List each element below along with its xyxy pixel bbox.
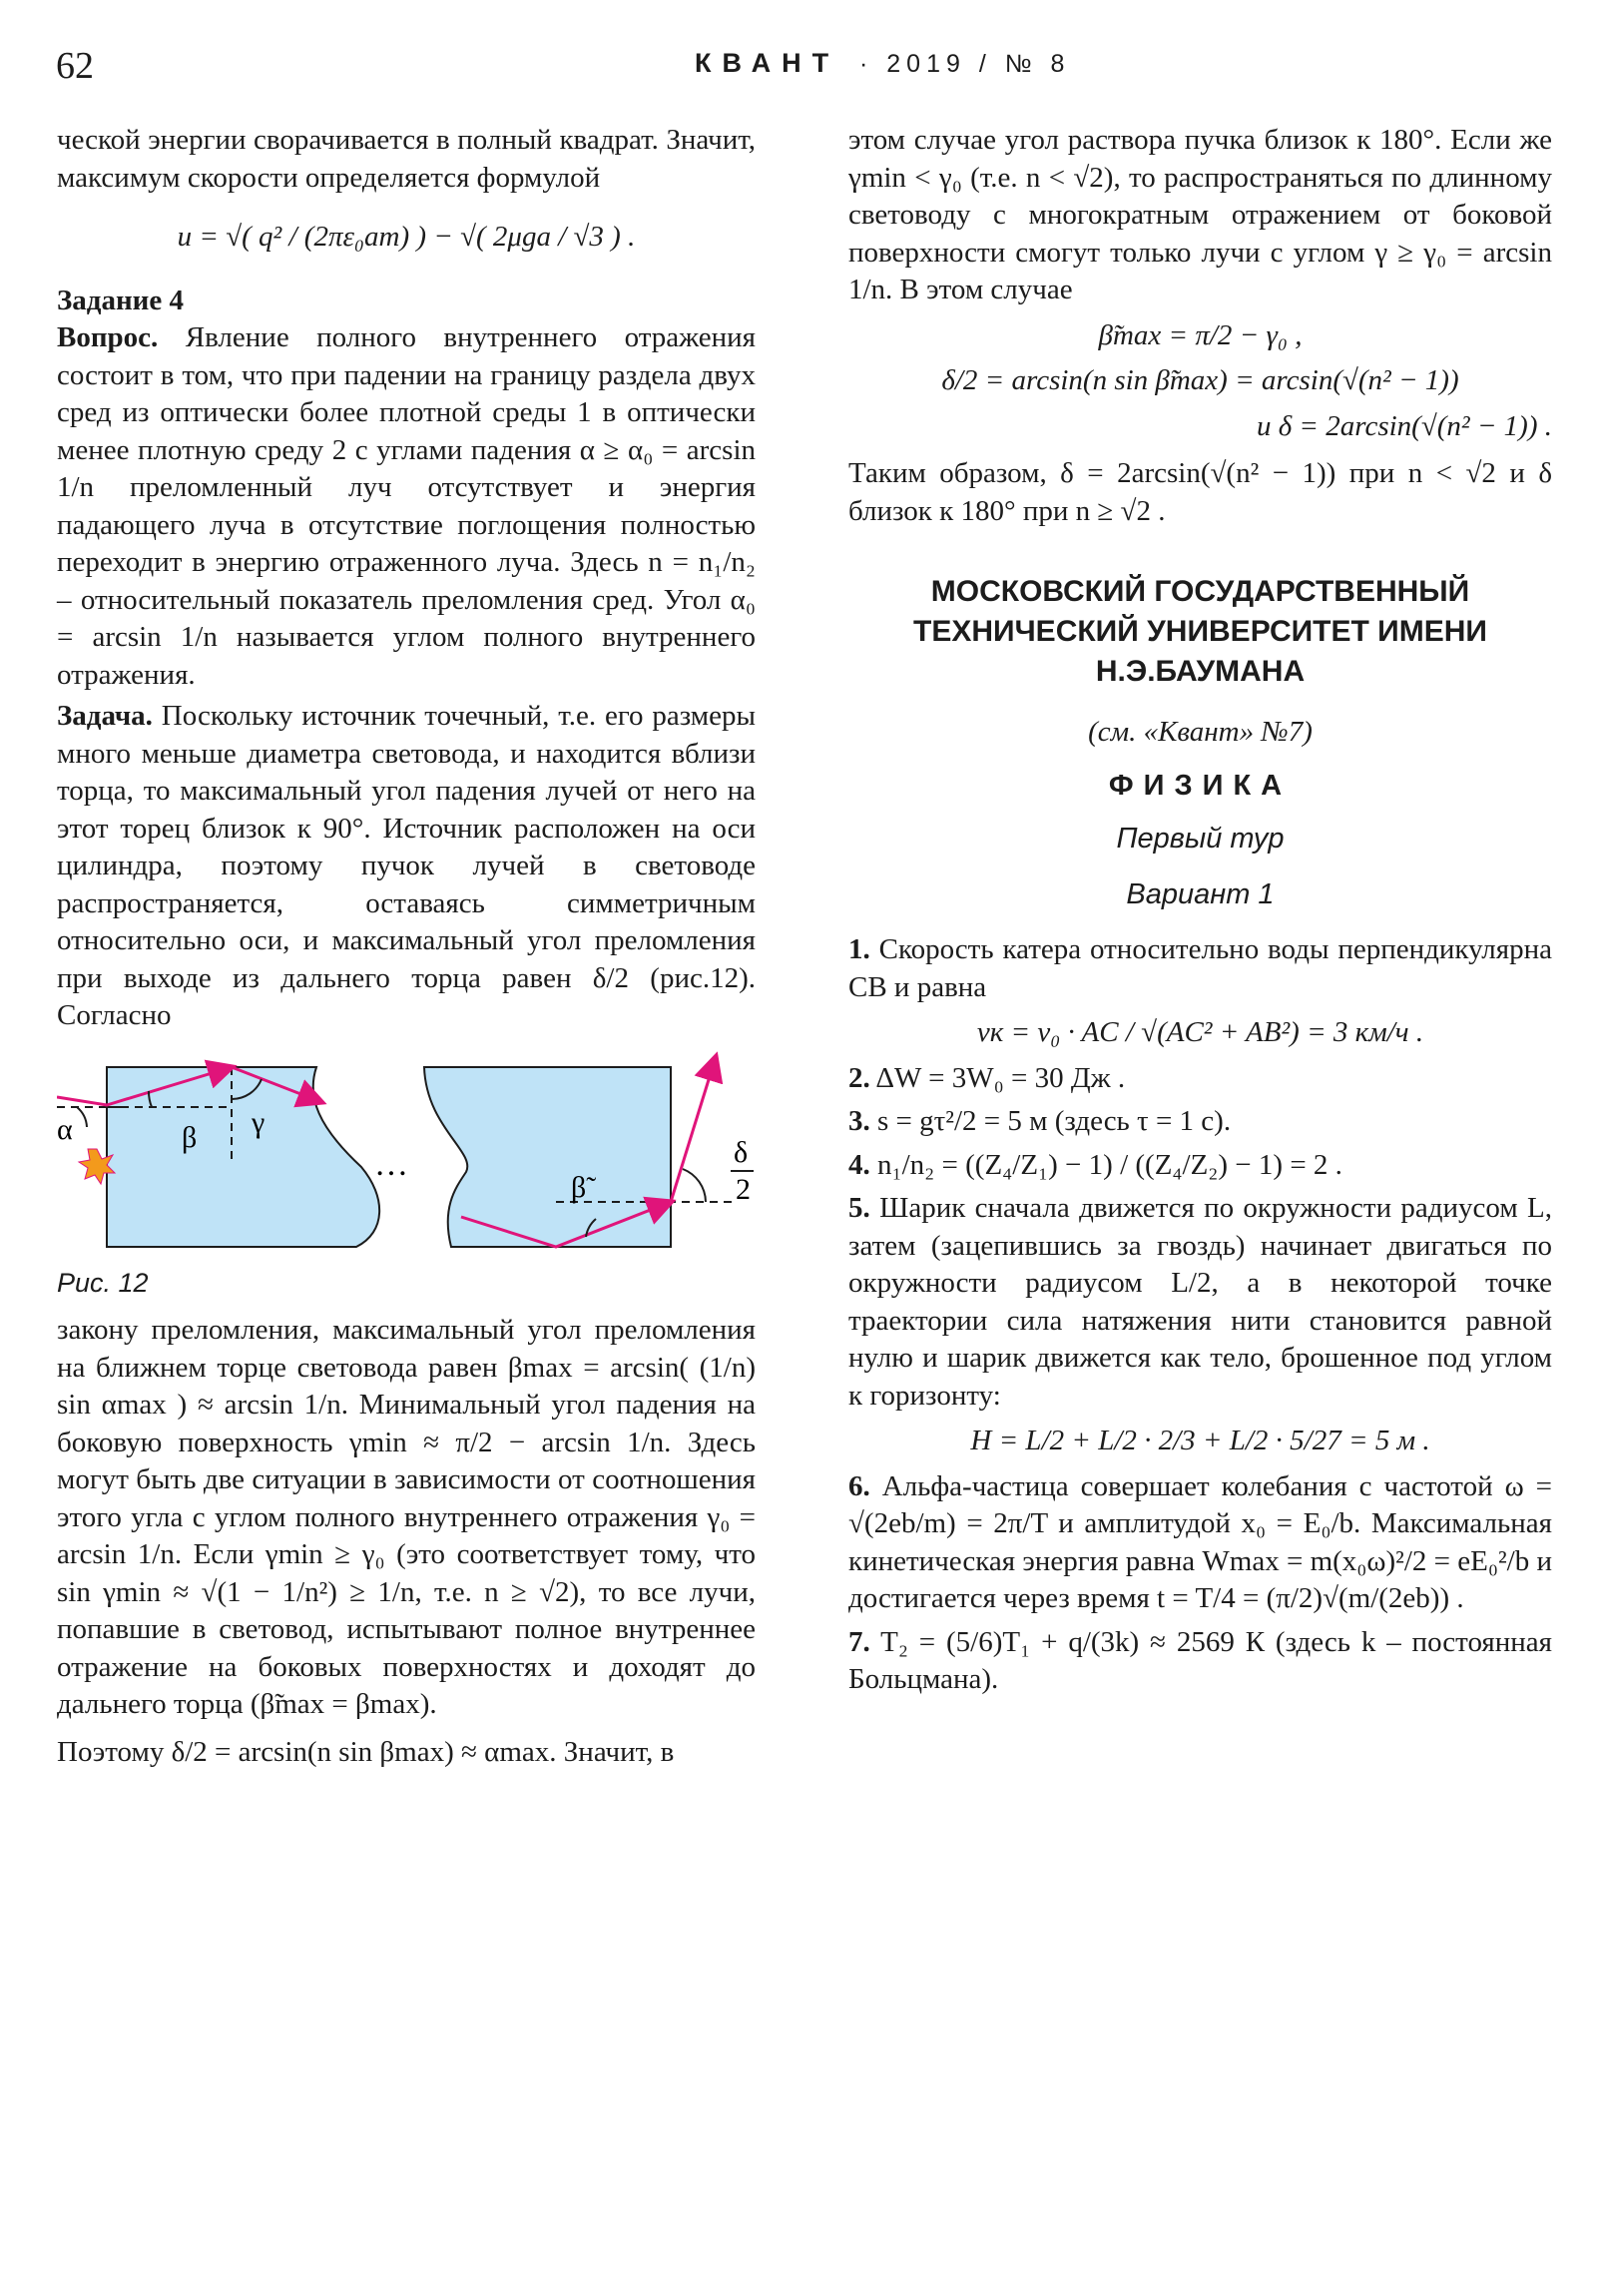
eq-delta-half: δ/2 = arcsin(n sin β̃max) = arcsin(√(n² − 1)) — [941, 364, 1459, 396]
question-paragraph — [57, 319, 756, 694]
label-gamma: γ — [252, 1105, 266, 1139]
label-dots: … — [374, 1145, 408, 1183]
lightguide-far-end — [424, 1067, 671, 1247]
intro-paragraph: ческой энергии сворачивается в полный квадрат. Значит, максимум скорости определяется формулой — [57, 124, 756, 194]
exit-ray — [671, 1057, 716, 1202]
continuation-paragraph: закону преломления, максимальный угол преломления на ближнем торце световода равен βmax = arcsin( (1/n) sin αmax ) ≈ arcsin 1/n. Минимальный угол падения на боковую поверхность γmin ≈ π/2 − arcsin 1/n. Здесь могут быть две ситуации в зависимости от соотношения этого угла с углом полного внутреннего отражения γ₀ = arcsin 1/n. Если γmin ≥ γ₀ (это соответствует тому, что sin γmin ≈ √(1 − 1/n²) ≥ 1/n, т.е. n ≥ √2), то все лучи, попавшие в световод, испытывают полное внутреннее отражение на боковых поверхностях и доходят до дальнего торца (β̃max = βmax). — [57, 1314, 756, 1720]
question-label: Вопрос. — [57, 321, 159, 353]
formula-u: u = √( q² / (2πε₀am) ) − √( 2μga / √3 ) . — [177, 221, 636, 253]
right-continuation: этом случае угол раствора пучка близок к 180°. Если же γmin < γ₀ (т.е. n < √2), то распространяться по длинному световоду с многократным отражением от боковой поверхности смогут только лучи с углом γ ≥ γ₀ = arcsin 1/n. В этом случае — [848, 124, 1552, 305]
problem-text: Поскольку источник точечный, т.е. его размеры много меньше диаметра световода, и находится вблизи торца, то максимальный угол падения лучей от него на этот торец близок к 90°. Источник расположен на оси цилиндра, поэтому пучок лучей в световоде распространяется, оставаясь симметричным относительно оси, и максимальный угол преломления при выходе из дальнего торца равен δ/2 (рис.12). Согласно — [57, 700, 756, 1031]
variant-title: Вариант 1 — [1126, 877, 1275, 910]
page-number: 62 — [56, 45, 94, 87]
right-column — [848, 122, 1552, 1699]
answer-item: 4. n₁/n₂ = ((Z₄/Z₁) − 1) / ((Z₄/Z₂) − 1) = 2 . — [848, 1148, 1342, 1181]
answer-item: 7. T₂ = (5/6)T₁ + q/(3k) ≈ 2569 К (здесь k – постоянная Больцмана). — [848, 1625, 1552, 1695]
answer-item: 1. Скорость катера относительно воды перпендикулярна CB и равна — [848, 933, 1553, 1003]
task-title: Задание 4 — [57, 284, 185, 316]
answer-item: 2. ΔW = 3W₀ = 30 Дж . — [848, 1061, 1126, 1094]
issue-number: · 2019 / № 8 — [859, 50, 1071, 78]
figure-12 — [57, 1047, 756, 1259]
answer-item: H = L/2 + L/2 · 2/3 + L/2 · 5/27 = 5 м . — [970, 1425, 1430, 1456]
continuation-last-line: Поэтому δ/2 = arcsin(n sin βmax) ≈ αmax. Значит, в — [57, 1735, 675, 1768]
answer-item: 3. s = gτ²/2 = 5 м (здесь τ = 1 с). — [848, 1105, 1232, 1137]
label-beta: β — [182, 1120, 198, 1154]
question-text: Явление полного внутреннего отражения состоит в том, что при падении на границу раздела двух сред из оптически более плотной среды 1 в оптически менее плотную среду 2 с углами падения α ≥ α₀ = arcsin 1/n преломленный луч отсутствует и энергия падающего луча в отсутствие поглощения полностью переходит в энергию отраженного луча. Здесь n = n₁/n₂ – относительный показатель преломления сред. Угол α₀ = arcsin 1/n называется углом полного внутреннего отражения. — [57, 321, 756, 691]
round-title: Первый тур — [1116, 823, 1285, 855]
eq-beta-max: β̃max = π/2 − γ₀ , — [1098, 318, 1303, 351]
subject-heading: ФИЗИКА — [1108, 769, 1293, 802]
left-column — [57, 122, 756, 1771]
reference: (см. «Квант» №7) — [1088, 716, 1313, 748]
problem-paragraph — [57, 698, 756, 1035]
figure-caption: Рис. 12 — [57, 1267, 149, 1298]
eq-delta: и δ = 2arcsin(√(n² − 1)) . — [1256, 409, 1552, 442]
university-heading: МОСКОВСКИЙ ГОСУДАРСТВЕННЫЙ ТЕХНИЧЕСКИЙ УНИВЕРСИТЕТ ИМЕНИ Н.Э.БАУМАНА — [913, 575, 1487, 688]
page-header — [56, 44, 1543, 94]
answer-item: 6. Альфа-частица совершает колебания с частотой ω = √(2eb/m) = 2π/T и амплитудой x₀ = E₀/b. Максимальная кинетическая энергия равна Wmax = m(x₀ω)²/2 = eE₀²/b и достигается через время t = T/4 = (π/2)√(m/(2eb)) . — [848, 1469, 1552, 1614]
summary-paragraph: Таким образом, δ = 2arcsin(√(n² − 1)) при n < √2 и δ близок к 180° при n ≥ √2 . — [848, 457, 1552, 527]
label-delta: δ — [734, 1135, 749, 1169]
label-alpha: α — [57, 1112, 73, 1146]
journal-title: КВАНТ — [695, 48, 840, 78]
answer-item: 5. Шарик сначала движется по окружности радиусом L, затем (зацепившись за гвоздь) начинает двигаться по окружности радиусом L/2, а в некоторой точке траектории сила натяжения нити становится равной нулю и шарик движется как тело, брошенное под углом к горизонту: — [848, 1192, 1553, 1412]
answer-item: vк = v₀ · AC / √(AC² + AB²) = 3 км/ч . — [976, 1016, 1424, 1048]
label-delta-den: 2 — [736, 1172, 751, 1206]
label-beta-tilde: β̃ — [571, 1170, 587, 1204]
answers-list — [848, 931, 1552, 1699]
problem-label: Задача. — [57, 700, 153, 732]
